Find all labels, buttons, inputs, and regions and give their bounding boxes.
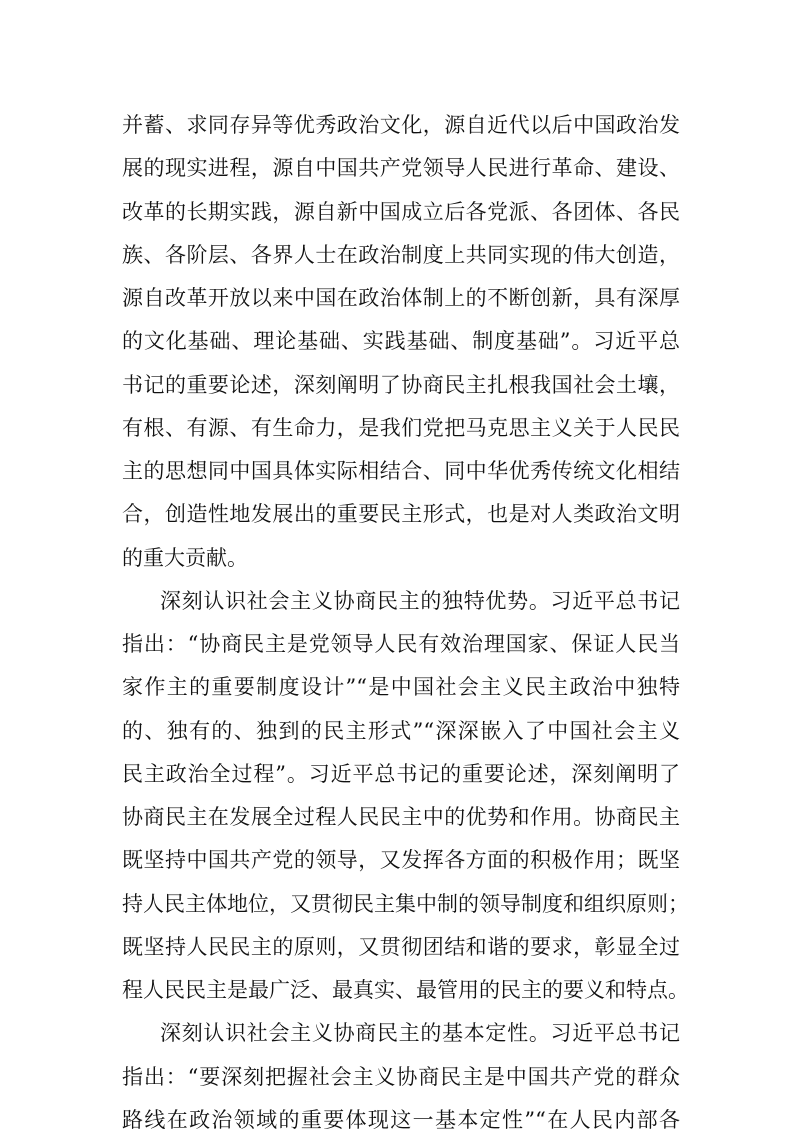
paragraph [122, 104, 680, 580]
text-line: 的重大贡献。 [122, 545, 248, 570]
text-line: 协商民主在发展全过程人民民主中的优势和作用。协商民主 [122, 805, 680, 829]
text-line: 深刻认识社会主义协商民主的基本定性。习近平总书记 [160, 1021, 680, 1046]
text-line: 深刻认识社会主义协商民主的独特优势。习近平总书记 [160, 588, 680, 613]
text-line: 源自改革开放以来中国在政治体制上的不断创新，具有深厚 [122, 286, 680, 310]
text-line: 展的现实进程，源自中国共产党领导人民进行革命、建设、 [122, 156, 680, 181]
text-line: 程人民民主是最广泛、最真实、最管用的民主的要义和特点。 [122, 978, 689, 1002]
document-page [122, 104, 689, 1142]
text-line: 民主政治全过程”。习近平总书记的重要论述，深刻阐明了 [122, 761, 680, 786]
text-line: 族、各阶层、各界人士在政治制度上共同实现的伟大创造， [122, 242, 680, 267]
text-line: 持人民主体地位，又贯彻民主集中制的领导制度和组织原则； [122, 891, 689, 916]
text-line: 有根、有源、有生命力，是我们党把马克思主义关于人民民 [122, 415, 680, 440]
text-line: 的文化基础、理论基础、实践基础、制度基础”。习近平总 [122, 329, 680, 354]
text-line: 路线在政治领域的重要体现这一基本定性”“在人民内部各 [122, 1107, 680, 1132]
text-line: 书记的重要论述，深刻阐明了协商民主扎根我国社会土壤， [122, 372, 680, 397]
paragraph [122, 1012, 680, 1142]
text-line: 改革的长期实践，源自新中国成立后各党派、各团体、各民 [122, 199, 680, 224]
text-line: 的、独有的、独到的民主形式”“深深嵌入了中国社会主义 [122, 718, 680, 743]
paragraph [122, 580, 689, 1013]
text-line: 合，创造性地发展出的重要民主形式，也是对人类政治文明 [122, 502, 680, 527]
text-line: 指出：“协商民主是党领导人民有效治理国家、保证人民当 [122, 632, 680, 656]
text-line: 指出：“要深刻把握社会主义协商民主是中国共产党的群众 [122, 1064, 680, 1089]
text-line: 并蓄、求同存异等优秀政治文化，源自近代以后中国政治发 [122, 113, 680, 137]
text-line: 既坚持中国共产党的领导，又发挥各方面的积极作用；既坚 [122, 848, 680, 873]
text-line: 家作主的重要制度设计”“是中国社会主义民主政治中独特 [122, 675, 680, 700]
text-line: 主的思想同中国具体实际相结合、同中华优秀传统文化相结 [122, 459, 680, 483]
text-line: 既坚持人民民主的原则，又贯彻团结和谐的要求，彰显全过 [122, 934, 680, 959]
